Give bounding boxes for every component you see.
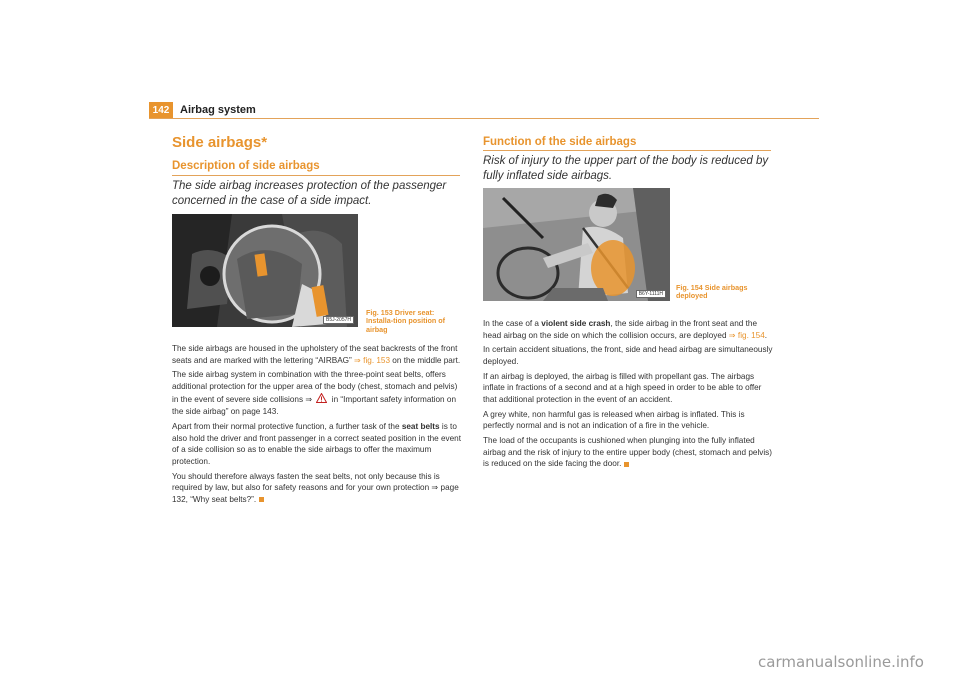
figure-code: B5J-2057H xyxy=(323,316,354,324)
text: In certain accident situations, the front, side and head airbag are simultaneously deployed. xyxy=(483,345,773,366)
figure-153-caption: Fig. 153 Driver seat: Installa-tion position of airbag xyxy=(366,308,446,334)
intro-right: Risk of injury to the upper part of the body is reduced by fully inflated side airbags. xyxy=(483,155,769,182)
intro-left: The side airbag increases protection of the passenger concerned in the case of a side impact. xyxy=(172,180,447,207)
paragraph xyxy=(172,421,463,467)
figure-ref-link[interactable]: ⇒ fig. 153 xyxy=(354,355,391,365)
text: A grey white, non harmful gas is released when airbag is inflated. This is perfectly normal and is not an indication of a fire in the vehicle. xyxy=(483,409,745,431)
subsection-heading-right: Function of the side airbags xyxy=(483,136,637,148)
end-mark-icon xyxy=(259,497,264,502)
paragraph xyxy=(483,318,775,341)
paragraph xyxy=(483,409,775,432)
text: Apart from their normal protective function, a further task of the xyxy=(172,421,402,431)
subheading-rule-right xyxy=(483,150,771,151)
header-title: Airbag system xyxy=(180,104,256,116)
paragraph xyxy=(483,435,775,470)
subsection-heading-left: Description of side airbags xyxy=(172,160,320,172)
seat-illustration xyxy=(172,214,358,327)
figure-ref-link[interactable]: ⇒ fig. 154 xyxy=(728,330,765,340)
figure-code: B6Y-1111H xyxy=(636,290,666,298)
body-text-right xyxy=(483,318,775,473)
figure-153-image xyxy=(172,214,358,327)
subheading-rule-left xyxy=(172,175,460,176)
text: The load of the occupants is cushioned when plunging into the fully inflated airbag and the risk of injury to the entire upper body (chest, stomach and pelvis) is reduced on the side facing the door. xyxy=(483,436,772,469)
watermark: carmanualsonline.info xyxy=(758,653,924,671)
paragraph xyxy=(172,343,463,366)
side-airbag-illustration xyxy=(483,188,670,301)
text: , the side airbag in the front seat and the head airbag on the side on which the collision occurs, are deployed xyxy=(483,319,758,340)
text: In the case of a xyxy=(483,319,542,328)
warning-icon xyxy=(316,393,327,407)
figure-154-image xyxy=(483,188,670,301)
paragraph xyxy=(483,344,775,367)
page-number: 142 xyxy=(149,102,173,119)
text: The side airbag system in combination with the three-point seat belts, offers additional protection for the upper area of the body (chest, stomach and pelvis) in the event of severe side collisions ⇒ xyxy=(172,370,458,404)
body-text-left xyxy=(172,343,463,508)
end-mark-icon xyxy=(624,462,629,467)
bold-text: violent side crash xyxy=(541,319,611,328)
text: on the middle part. xyxy=(390,355,461,365)
text: in “Important safety information on the side airbag” on page 143. xyxy=(172,394,456,417)
paragraph xyxy=(483,371,775,406)
text: If an airbag is deployed, the airbag is filled with propellant gas. The airbags inflate in fractions of a second and at a high speed in order to be able to offer that additional protection in the event of an accident. xyxy=(483,371,762,404)
text: The side airbags are housed in the upholstery of the seat backrests of the front seats and are marked with the lettering “AIRBAG” xyxy=(172,344,458,365)
text: is to also hold the driver and front passenger in a correct seated position in the event of a side collision so as to enable the side airbags to offer the maximum protection. xyxy=(172,421,462,466)
section-heading: Side airbags* xyxy=(172,134,268,151)
bold-text: seat belts xyxy=(401,421,440,431)
figure-154-caption: Fig. 154 Side airbags deployed xyxy=(676,283,748,301)
text: You should therefore always fasten the seat belts, not only because this is required by law, but also for safety reasons and for your own protection ⇒ page 132, “Why seat belts?”. xyxy=(172,471,459,504)
paragraph xyxy=(172,369,463,417)
paragraph xyxy=(172,471,463,506)
text: . xyxy=(764,330,768,340)
header-rule xyxy=(149,118,819,119)
